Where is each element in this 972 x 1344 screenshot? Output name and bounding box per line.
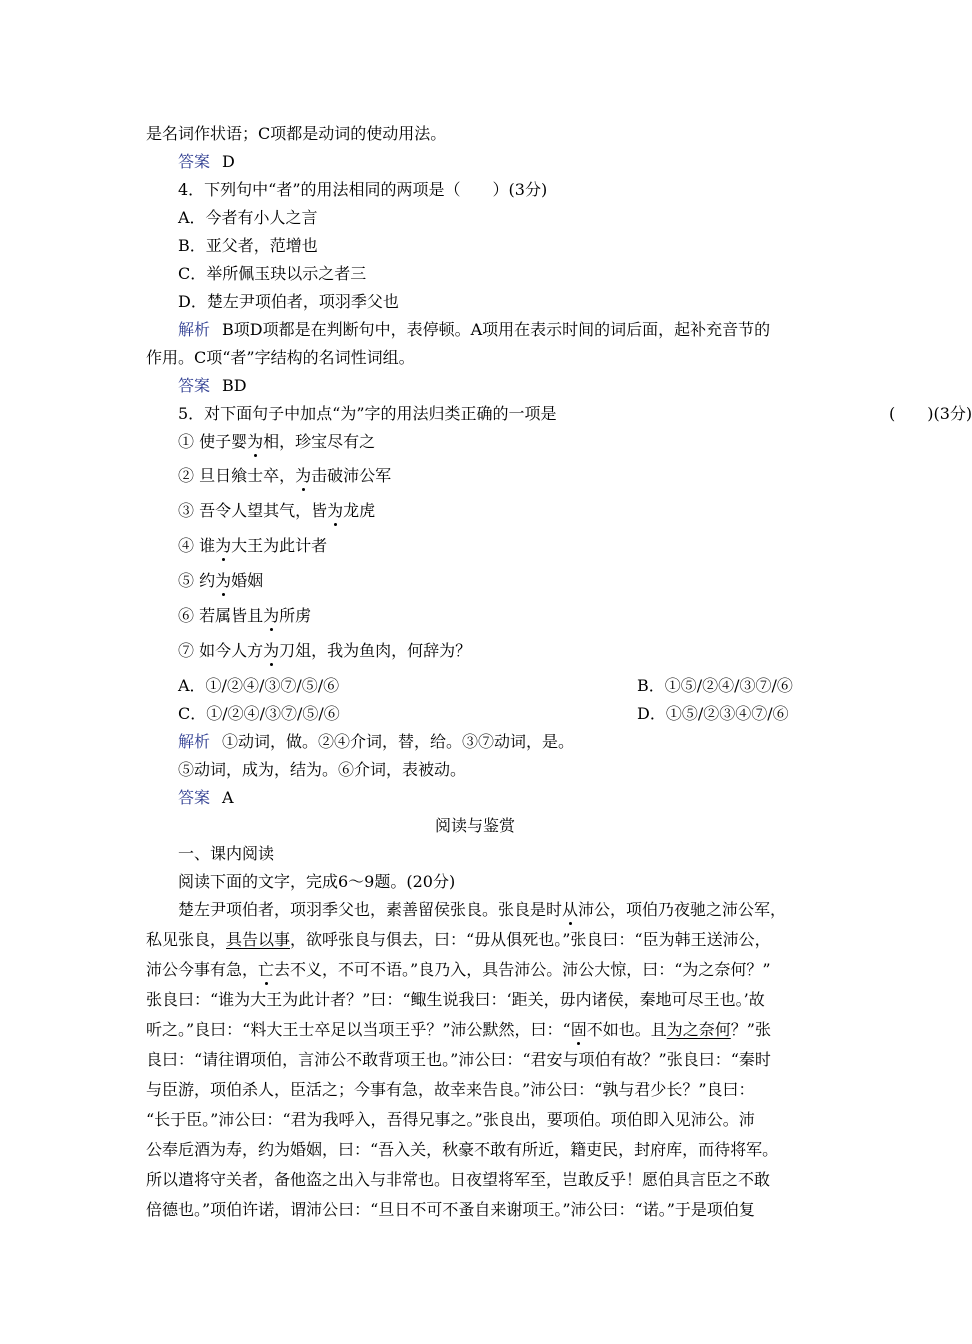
answer-value: A [222,788,234,807]
answer-value: BD [222,376,247,395]
passage-text: 不如也。且 [586,1020,667,1039]
passage-text: 公奉卮酒为寿，约为婚姻，曰：“吾入关，秋豪不敢有所近，籍吏民，封府库，而待将军。 [146,1140,779,1159]
dotted-char: 为 [247,432,264,451]
answer-line [178,788,820,808]
passage-line [178,900,820,920]
sentence-text: ⑦ 如今人方 [178,641,264,660]
passage-text: 沛公今事有急， [146,960,259,979]
sentence-text: ⑤ 约 [178,571,216,590]
passage-text: 听之。”良曰：“料大王士卒足以当项王乎？”沛公默然，曰：“ [146,1020,571,1039]
sentence-4 [178,536,820,556]
passage-text: 所以遣将守关者，备他盗之出入与非常也。日夜望将军至，岂敢反乎！愿伯具言臣之不敢 [146,1170,771,1189]
passage-line [146,1200,820,1220]
analysis-label: 解析 [178,732,211,751]
option-b: B．①⑤/②④/③⑦/⑥ [637,676,793,695]
analysis-line [178,320,820,340]
score-mark: ( )(3分) [889,404,972,423]
dotted-char: 固 [570,1020,587,1039]
analysis-line [178,760,820,780]
sentence-text: ② 旦日飨士卒， [178,466,296,485]
passage-text: 楚左尹项伯者，项羽季父也，素善留侯张良。张良是时 [178,900,563,919]
dotted-char: 为 [215,571,232,590]
question-4 [178,180,820,200]
analysis-text: ①动词，做。②④介词，替，给。③⑦动词，是。 [222,732,575,751]
sentence-7 [178,641,820,661]
analysis-text: B项D项都是在判断句中，表停顿。A项用在表示时间的词后面，起补充音节的 [222,320,771,339]
sentence-text: 婚姻 [231,571,264,590]
sentence-5 [178,571,820,591]
answer-value: D [222,152,235,171]
sentence-text: ③ 吾令人望其气，皆 [178,501,328,520]
question-text: 5．对下面句子中加点“为”字的用法归类正确的一项是 [178,404,557,423]
passage-text: 沛公，项伯乃夜驰之沛公军， [578,900,787,919]
option-d: D．①⑤/②③④⑦/⑥ [637,704,789,723]
passage-line [146,1110,820,1130]
dotted-char: 从 [562,900,579,919]
analysis-line [178,732,820,752]
option-b [178,236,820,256]
reading-instruction [178,872,820,892]
question-text: 4．下列句中“者”的用法相同的两项是（ ）(3分) [178,180,548,199]
passage-line [146,930,820,950]
underlined-phrase: 具告以事 [226,930,291,949]
passage-line [146,1080,820,1100]
sentence-text: 大王为此计者 [231,536,328,555]
analysis-text: ⑤动词，成为，结为。⑥介词，表被动。 [178,760,467,779]
analysis-line [146,348,820,368]
instruction-text: 阅读下面的文字，完成6～9题。(20分) [178,872,456,891]
option-a [178,208,820,228]
sentence-text: 龙虎 [343,501,376,520]
answer-label: 答案 [178,376,211,395]
section-title-text: 阅读与鉴赏 [434,816,515,835]
passage-line [146,960,820,980]
sentence-text: ④ 谁 [178,536,216,555]
subsection-heading [178,844,820,864]
question-5 [178,404,972,424]
sentence-2 [178,466,820,486]
dotted-char: 为 [295,466,312,485]
passage-line [146,1020,820,1040]
analysis-label: 解析 [178,320,211,339]
passage-line [146,990,820,1010]
answer-line [178,376,820,396]
answer-line [178,152,820,172]
option-text: A．今者有小人之言 [178,208,318,227]
answer-label: 答案 [178,788,211,807]
subsection-text: 一、课内阅读 [178,844,275,863]
sentence-text: 击破沛公军 [311,466,392,485]
passage-text: 私见张良， [146,930,227,949]
dotted-char: 为 [215,536,232,555]
analysis-text: 作用。C项“者”字结构的名词性词组。 [146,348,415,367]
sentence-text: 刀俎，我为鱼肉，何辞为？ [279,641,472,660]
option-d [178,292,820,312]
dotted-char: 为 [327,501,344,520]
dotted-char: 为 [263,641,280,660]
sentence-6 [178,606,820,626]
sentence-text: ① 使子婴 [178,432,248,451]
options-row-1 [178,676,820,696]
passage-text: 与臣游，项伯杀人，臣活之；今事有急，故幸来告良。”沛公曰：“孰与君少长？”良曰： [146,1080,755,1099]
passage-text: 良曰：“请往谓项伯，言沛公不敢背项王也。”沛公曰：“君安与项伯有故？”张良曰：“秦时 [146,1050,771,1069]
passage-line [146,1140,820,1160]
sentence-text: ⑥ 若属皆且 [178,606,264,625]
option-text: D．楚左尹项伯者，项羽季父也 [178,292,399,311]
options-row-2 [178,704,820,724]
text-line [146,124,820,144]
passage-text: ，欲呼张良与俱去，曰：“毋从俱死也。”张良曰：“臣为韩王送沛公， [290,930,771,949]
option-text: C．举所佩玉玦以示之者三 [178,264,367,283]
passage-text: “长于臣。”沛公曰：“君为我呼入，吾得兄事之。”张良出，要项伯。项伯即入见沛公。沛 [146,1110,755,1129]
passage-text: ？”张 [730,1020,771,1039]
passage-text: 去不义，不可不语。”良乃入，具告沛公。沛公大惊，曰：“为之奈何？” [274,960,771,979]
option-c [178,264,820,284]
sentence-3 [178,501,820,521]
dotted-char: 亡 [258,960,275,979]
passage-text: 倍德也。”项伯许诺，谓沛公曰：“旦日不可不蚤自来谢项王。”沛公曰：“诺。”于是项伯复 [146,1200,755,1219]
answer-label: 答案 [178,152,211,171]
section-title [0,816,950,836]
sentence-text: 相，珍宝尽有之 [263,432,376,451]
underlined-phrase: 为之奈何 [666,1020,731,1039]
sentence-1 [178,432,820,452]
option-c: C．①/②④/③⑦/⑤/⑥ [178,704,340,723]
option-a: A．①/②④/③⑦/⑤/⑥ [178,676,340,695]
sentence-text: 所虏 [279,606,312,625]
passage-text: 张良曰：“谁为大王为此计者？”曰：“鲰生说我曰：‘距关，毋内诸侯，秦地可尽王也。’故 [146,990,765,1009]
dotted-char: 为 [263,606,280,625]
passage-line [146,1170,820,1190]
option-text: B．亚父者，范增也 [178,236,318,255]
line-text: 是名词作状语；C项都是动词的使动用法。 [146,124,447,143]
passage-line [146,1050,820,1070]
